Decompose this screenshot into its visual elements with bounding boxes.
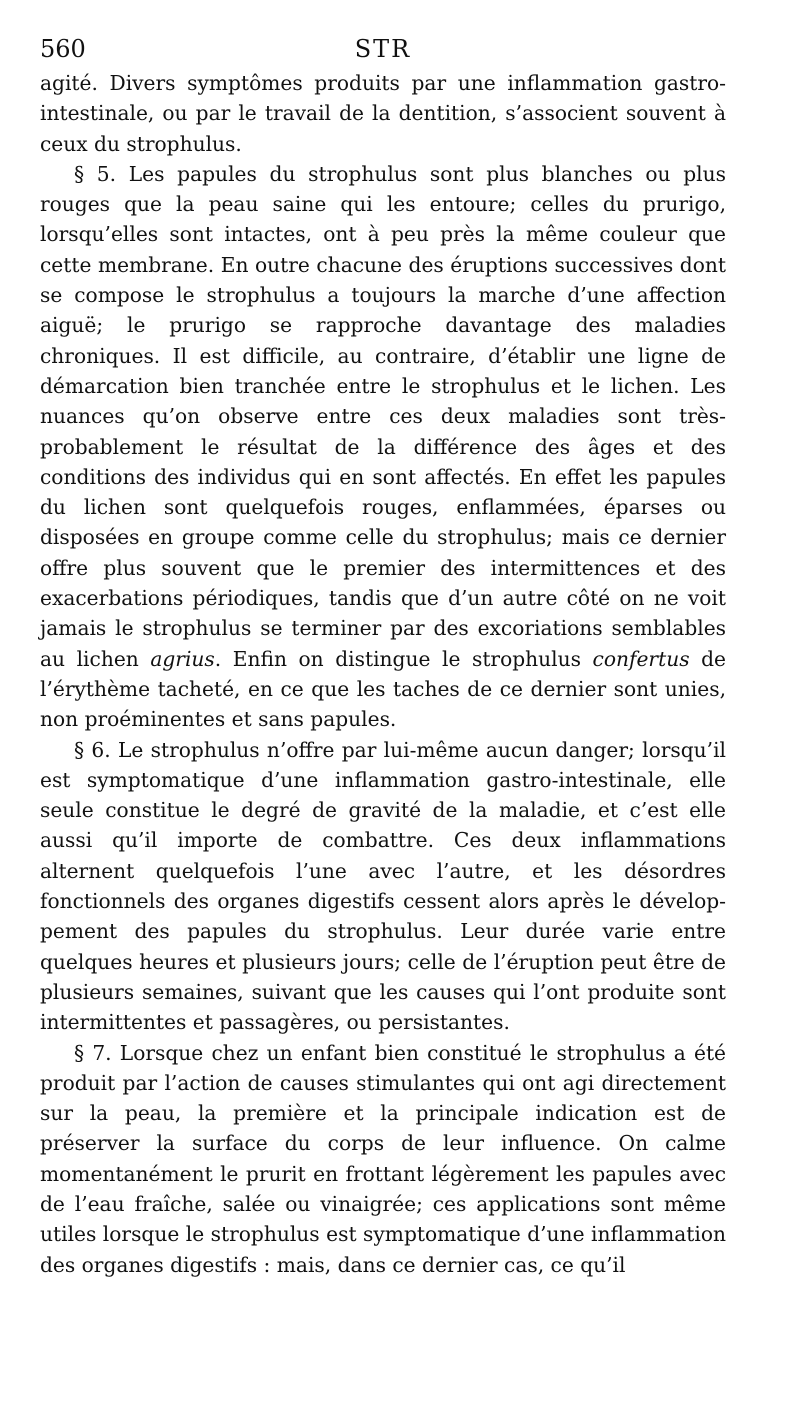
text-run: § 5. Les papules du strophulus sont plus blanches ou plus rouges que la peau saine qui les entoure; celles du prurigo, lorsqu’elles sont intactes, ont à peu près la même couleur que cette membrane. En outre chacune des éruptions successives dont se compose le strophulus a toujours la marche d’une affection aiguë; le prurigo se rapproche davantage des maladies chroniques. Il est difficile, au contraire, d’établir une ligne de démarcation bien tranchée entre le strophulus et le lichen. Les nuances qu’on observe entre ces deux maladies sont très-probablement le résultat de la différence des âges et des conditions des individus qui en sont affectés. En effet les papules du lichen sont quelquefois rouges, enflammées, éparses ou disposées en groupe comme celle du strophulus; mais ce dernier offre plus souvent que le premier des intermittences et des exacerbations périodiques, tandis que d’un autre côté on ne voit jamais le strophulus se terminer par des excoriations semblables au lichen (40, 161, 726, 671)
running-head: STR (354, 35, 412, 63)
text-run: . Enfin on distingue le strophulus (214, 646, 593, 671)
paragraph-continued: agité. Divers symptômes produits par une inflammation gastro-intestinale, ou par le travail de la dentition, s’associent souvent à ceux du strophulus. (40, 71, 726, 156)
paragraph-section-6: § 6. Le strophulus n’offre par lui-même aucun danger; lorsqu’il est symptomatique d’une inflammation gastro-intestinale, elle seule constitue le degré de gravité de la maladie, et c’est elle aussi qu’il importe de combattre. Ces deux inflammations alternent quelquefois l’une avec l’autre, et les désordres fonctionnels des organes digestifs cessent alors après le dévelop-pement des papules du strophulus. Leur durée varie entre quelques heures et plusieurs jours; celle de l’éruption peut être de plusieurs semaines, suivant que les causes qui l’ont produite sont intermittentes et passagères, ou persistantes. (40, 737, 726, 1035)
paragraph-section-7: § 7. Lorsque chez un enfant bien constitué le strophulus a été produit par l’action de causes stimulantes qui ont agi directement sur la peau, la première et la principale indication est de préserver la surface du corps de leur influence. On calme momentanément le prurit en frottant légèrement les papules avec de l’eau fraîche, salée ou vinaigrée; ces applications sont même utiles lorsque le strophulus est symptomatique d’une inflammation des organes digestifs : mais, dans ce dernier cas, ce qu’il (40, 1040, 726, 1277)
text-run: de l’érythème tacheté, en ce que les taches de ce dernier sont unies, non proéminentes et sans papules. (40, 646, 726, 732)
paragraph-section-5 (40, 159, 726, 735)
page-header (40, 34, 726, 64)
body-text (40, 68, 726, 1280)
page-number: 560 (40, 35, 86, 63)
italic-term-agrius: agrius (150, 646, 215, 671)
italic-term-confertus: confertus (592, 646, 690, 671)
book-page (40, 34, 726, 1280)
